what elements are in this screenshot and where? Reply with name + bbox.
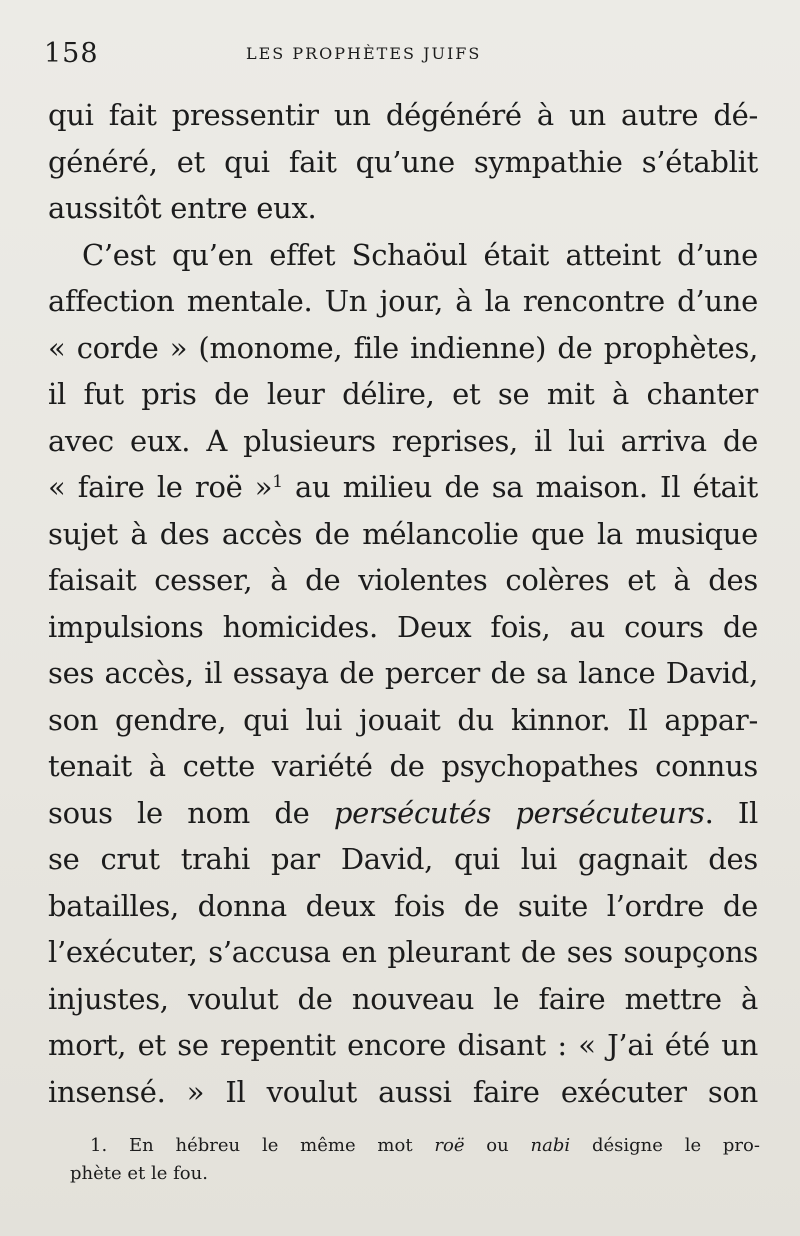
text-line: ses accès, il essaya de percer de sa lance David, (48, 656, 758, 690)
text-line: tenait à cette variété de psychopathes connus (48, 749, 758, 783)
text-line: affection mentale. Un jour, à la rencontre d’une (48, 284, 758, 318)
text-line: l’exécuter, s’accusa en pleurant de ses soupçons (48, 935, 758, 969)
footnote (70, 1132, 760, 1188)
text-line: batailles, donna deux fois de suite l’ordre de (48, 888, 758, 923)
text-line: son gendre, qui lui jouait du kinnor. Il appar- (48, 702, 758, 737)
text-line: faisait cesser, à de violentes colères et à des (48, 563, 758, 597)
text-line: mort, et se repentit encore disant : « J’ai été un (48, 1028, 758, 1062)
page-number: 158 (44, 38, 99, 69)
text-line: insensé. » Il voulut aussi faire exécuter son (48, 1074, 758, 1109)
running-title: LES PROPHÈTES JUIFS (246, 44, 482, 63)
text-line: C’est qu’en effet Schaöul était atteint d’une (82, 237, 758, 272)
text-line: avec eux. A plusieurs reprises, il lui arriva de (48, 423, 758, 458)
text-line: « faire le roë »$^1$ au milieu de sa maison. Il était (48, 470, 758, 504)
italic-term: persécutés persécuteurs (333, 795, 705, 830)
footnote-line: phète et le fou. (70, 1163, 208, 1184)
text-line: sous le nom de persécutés persécuteurs. Il (48, 795, 759, 830)
text-line: « corde » (monome, file indienne) de prophètes, (48, 330, 758, 365)
footnote-line: 1. En hébreu le même mot roë ou nabi désigne le pro- (90, 1135, 760, 1156)
body-text (48, 92, 758, 1115)
footnote-reference: 1 (272, 472, 283, 492)
text-line: impulsions homicides. Deux fois, au cours de (48, 609, 758, 644)
text-line: sujet à des accès de mélancolie que la musique (48, 516, 758, 551)
text-line: injustes, voulut de nouveau le faire mettre à (48, 981, 758, 1016)
text-line: qui fait pressentir un dégénéré à un autre dé- (48, 98, 758, 132)
text-line: aussitôt entre eux. (48, 191, 317, 225)
text-line: se crut trahi par David, qui lui gagnait des (48, 842, 758, 876)
text-line: généré, et qui fait qu’une sympathie s’établit (48, 144, 758, 179)
text-line: il fut pris de leur délire, et se mit à chanter (48, 377, 758, 411)
page-header (44, 38, 744, 72)
